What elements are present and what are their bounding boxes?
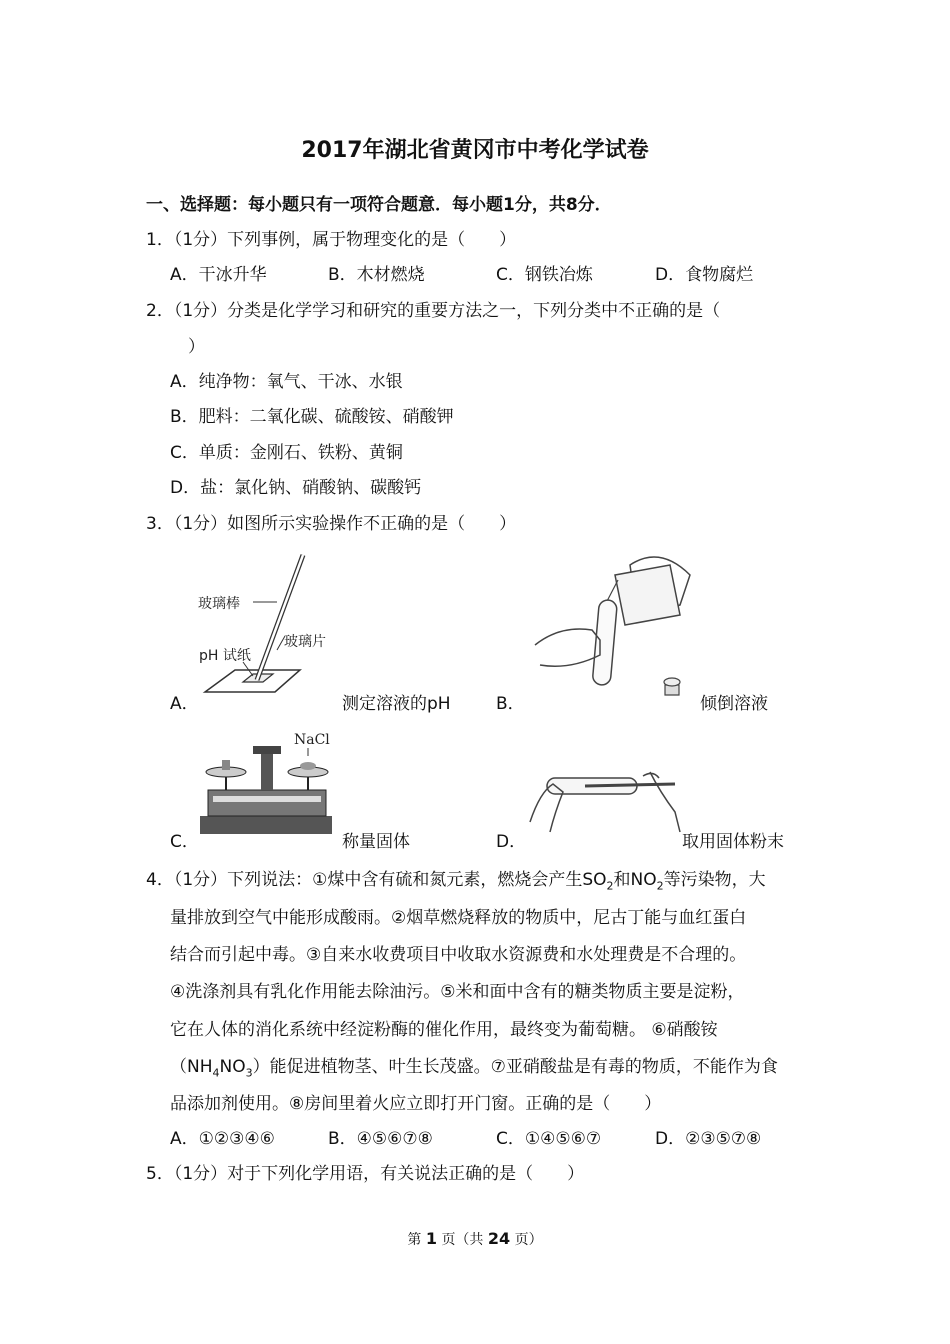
question-4-line-6: $(NH_4NO_3)$能促进植物茎、叶生长茂盛。⑦亚硝酸盐是有毒的物质，不能作为食: [170, 1057, 778, 1080]
ph-paper-label: pH 试纸: [199, 648, 251, 664]
page-footer: 第 1 页（共 24 页）: [407, 1229, 543, 1248]
page-total: 24: [487, 1229, 511, 1248]
question-3-option-a-letter: A．: [170, 694, 199, 714]
page-title: 2017年湖北省黄冈市中考化学试卷: [301, 138, 649, 163]
question-3-option-a-text: 测定溶液的pH: [342, 694, 451, 714]
section-heading: 一、选择题：每小题只有一项符合题意．每小题1分，共8分．: [146, 195, 612, 215]
question-4-option-b: B．④⑤⑥⑦⑧: [328, 1129, 433, 1149]
question-2-stem: 2．（1分）分类是化学学习和研究的重要方法之一，下列分类中不正确的是（: [146, 301, 721, 321]
question-2-stem-cont: ）: [188, 337, 205, 357]
question-3-option-d-letter: D．: [496, 832, 527, 852]
pouring-liquid-figure: [530, 545, 695, 700]
question-1-stem: 1．（1分）下列事例，属于物理变化的是（ ）: [146, 230, 517, 250]
question-2-option-b: B．肥料：二氧化碳、硫酸铵、硝酸钾: [170, 407, 454, 427]
question-1-option-c: C．钢铁冶炼: [496, 265, 593, 285]
question-4-option-a: A．①②③④⑥: [170, 1129, 275, 1149]
page-number: 1: [425, 1229, 437, 1248]
question-3-option-b-text: 倾倒溶液: [700, 694, 768, 714]
question-3-stem: 3．（1分）如图所示实验操作不正确的是（ ）: [146, 514, 517, 534]
question-3-option-c-text: 称量固体: [342, 832, 410, 852]
question-2-option-a: A．纯净物：氧气、干冰、水银: [170, 372, 403, 392]
question-5-stem: 5．（1分）对于下列化学用语，有关说法正确的是（ ）: [146, 1164, 585, 1184]
question-1-option-b: B．木材燃烧: [328, 265, 425, 285]
question-1-option-a: A．干冰升华: [170, 265, 267, 285]
question-4-line-2: 量排放到空气中能形成酸雨。②烟草燃烧释放的物质中，尼古丁能与血红蛋白: [170, 908, 747, 928]
question-3-option-c-letter: C．: [170, 832, 199, 852]
question-2-option-d: D．盐：氯化钠、硝酸钠、碳酸钙: [170, 478, 422, 498]
ph-test-figure: [195, 550, 340, 700]
question-4-line-1: 4．（1分）下列说法：①煤中含有硫和氮元素，燃烧会产生$SO_2$和$NO_2$等污染物，大: [146, 870, 766, 893]
nacl-label: NaCl: [294, 732, 330, 748]
glass-slide-label: 玻璃片: [284, 634, 326, 650]
question-4-line-4: ④洗涤剂具有乳化作用能去除油污。⑤米和面中含有的糖类物质主要是淀粉，: [170, 982, 745, 1002]
question-1-option-d: D．食物腐烂: [655, 265, 754, 285]
question-3-option-b-letter: B．: [496, 694, 525, 714]
question-3-option-d-text: 取用固体粉末: [682, 832, 784, 852]
question-4-option-c: C．①④⑤⑥⑦: [496, 1129, 602, 1149]
question-4-option-d: D．②③⑤⑦⑧: [655, 1129, 762, 1149]
glass-rod-label: 玻璃棒: [198, 596, 240, 612]
question-2-option-c: C．单质：金刚石、铁粉、黄铜: [170, 443, 403, 463]
question-4-line-5: 它在人体的消化系统中经淀粉酶的催化作用，最终变为葡萄糖。 ⑥硝酸铵: [170, 1020, 718, 1040]
question-4-line-3: 结合而引起中毒。③自来水收费项目中收取水资源费和水处理费是不合理的。: [170, 945, 747, 965]
powder-spatula-figure: [525, 762, 685, 837]
question-4-line-7: 品添加剂使用。⑧房间里着火应立即打开门窗。正确的是（ ）: [170, 1094, 662, 1114]
balance-figure: [198, 728, 338, 838]
